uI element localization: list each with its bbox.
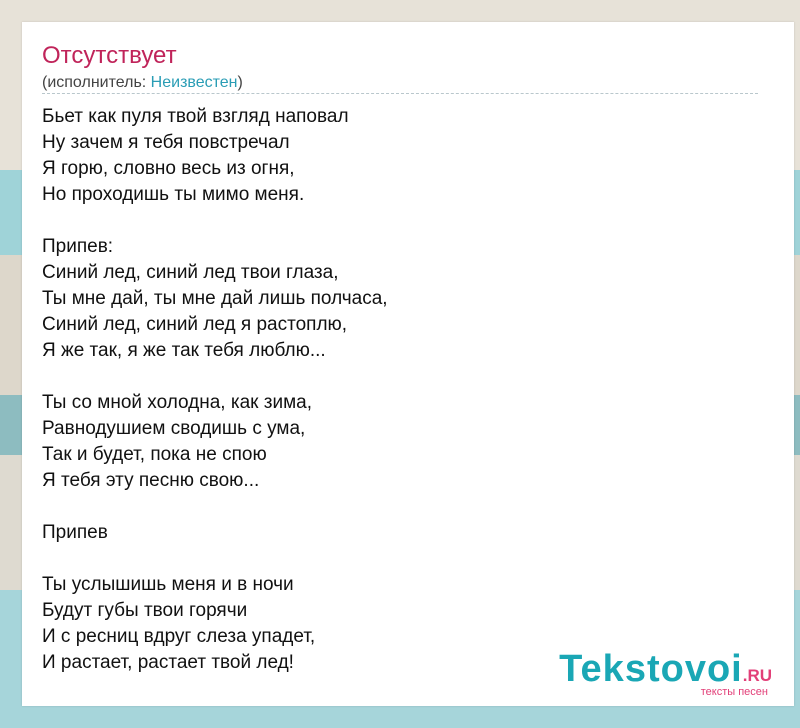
lyrics-text (42, 104, 762, 676)
lyric-line: Равнодушием сводишь с ума, (42, 418, 306, 439)
stanza-gap (42, 546, 762, 572)
lyric-line: Я же так, я же так тебя люблю... (42, 340, 326, 361)
lyric-line: Ну зачем я тебя повстречал (42, 132, 290, 153)
lyric-line: Ты услышишь меня и в ночи (42, 574, 294, 595)
lyric-line: Я горю, словно весь из огня, (42, 158, 295, 179)
artist-link[interactable]: Неизвестен (150, 74, 238, 91)
lyric-line: Синий лед, синий лед твои глаза, (42, 262, 339, 283)
lyric-line: Так и будет, пока не спою (42, 444, 267, 465)
artist-suffix: ) (237, 74, 243, 91)
lyric-line: Ты со мной холодна, как зима, (42, 392, 312, 413)
site-logo[interactable] (559, 650, 772, 698)
lyric-line: Бьет как пуля твой взгляд наповал (42, 106, 349, 127)
artist-prefix: (исполнитель: (42, 74, 151, 91)
stanza-gap (42, 494, 762, 520)
lyrics-card (22, 22, 794, 706)
lyric-line: И растает, растает твой лед! (42, 652, 294, 673)
lyric-line: Синий лед, синий лед я растоплю, (42, 314, 348, 335)
lyric-line: Ты мне дай, ты мне дай лишь полчаса, (42, 288, 388, 309)
lyric-line: Припев: (42, 236, 114, 257)
artist-line (42, 74, 243, 92)
logo-name: Tekstovoi (559, 648, 743, 690)
lyric-line: Будут губы твои горячи (42, 600, 248, 621)
lyric-line: Но проходишь ты мимо меня. (42, 184, 305, 205)
lyric-line: Я тебя эту песню свою... (42, 470, 260, 491)
divider (42, 93, 758, 94)
stanza-gap (42, 208, 762, 234)
song-title: Отсутствует (42, 42, 177, 69)
lyric-line: Припев (42, 522, 108, 543)
stanza-gap (42, 364, 762, 390)
logo-suffix: .RU (742, 666, 772, 685)
lyric-line: И с ресниц вдруг слеза упадет, (42, 626, 316, 647)
logo-tagline: тексты песен (700, 686, 768, 698)
